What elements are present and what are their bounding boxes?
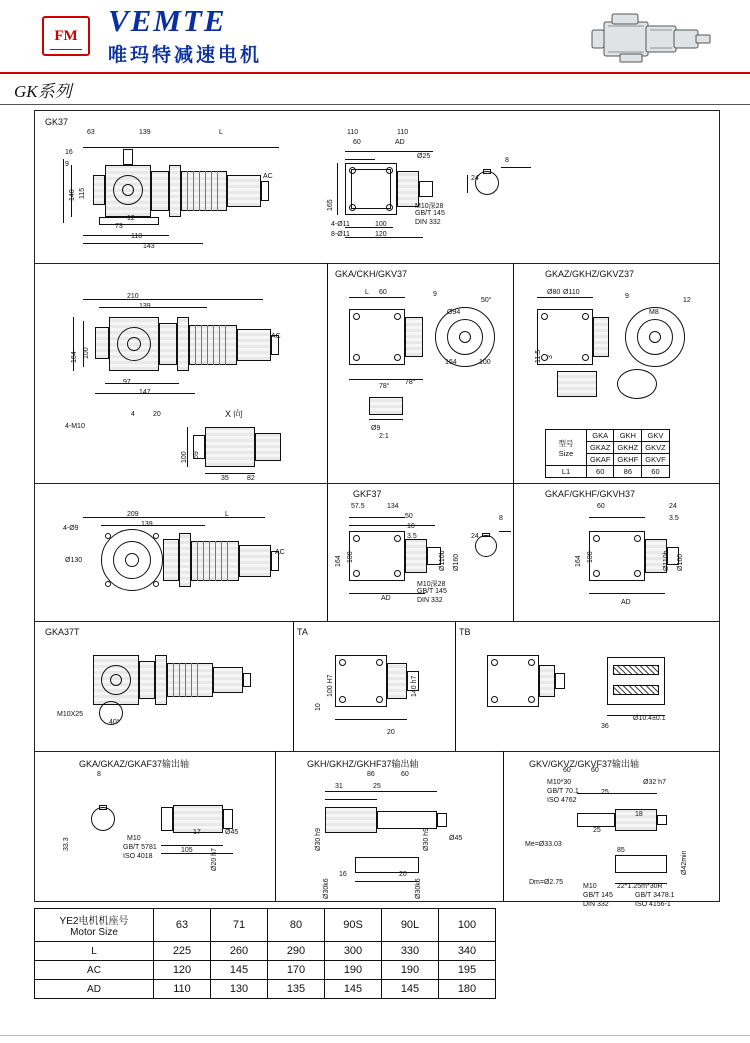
dim-4-m10: 4-M10 [65, 423, 85, 430]
motor-size-100: 100 [439, 909, 496, 942]
dim-AD2: 78° [379, 383, 390, 390]
dim-139c: 139 [141, 521, 153, 528]
dim-AC: AC [263, 173, 273, 180]
dim-d30h9-b: Ø30 h9 [423, 828, 430, 851]
caption-x-view: X 向 [225, 409, 243, 419]
dim-2p5: 9 [433, 291, 437, 298]
size-col-gkv: GKV [642, 430, 669, 442]
dim-85: 85 [617, 847, 625, 854]
page-header [0, 0, 750, 74]
gk37-side-view [59, 135, 289, 245]
dim-d20h7: Ø20 h7 [211, 848, 218, 871]
dim-d30k6-b: Ø30k6 [415, 878, 422, 899]
AC-63: 120 [154, 961, 211, 980]
dim-115: 115 [79, 187, 86, 199]
dim-AC2: AC [271, 333, 281, 340]
motor-size-71: 71 [211, 909, 268, 942]
dim-d110b: Ø110b [439, 550, 446, 571]
gka-detail-small [365, 393, 425, 423]
note-gb5781: GB/T 5781 [123, 844, 157, 851]
note-din332c: DIN 332 [583, 901, 609, 908]
dim-60d: 60 [597, 503, 605, 510]
AD-80: 135 [268, 980, 325, 999]
note-iso4018: ISO 4018 [123, 853, 153, 860]
dim-8xd11: 8-Ø11 [331, 231, 350, 238]
table-row-header [35, 909, 747, 942]
dim-50b: 50 [405, 513, 413, 520]
dim-10c: 10 [315, 703, 322, 711]
dim-100d: 100 [347, 551, 354, 563]
dim-165: 165 [327, 199, 334, 211]
caption-gkh-output-shaft: GKH/GKHZ/GKHF37输出轴 [307, 759, 419, 769]
note-me: Me=Ø33.03 [525, 841, 562, 848]
dim-L4: L [225, 511, 229, 518]
dim-AC3: AC [275, 549, 285, 556]
dim-60e: 60 [401, 771, 409, 778]
dim-4a: 4 [131, 411, 135, 418]
dim-24b: 24 [471, 533, 479, 540]
dim-78deg-a: 164 [445, 359, 457, 366]
dim-134: 134 [387, 503, 399, 510]
note-din332b: DIN 332 [417, 597, 443, 604]
dim-20a: 20 [153, 411, 161, 418]
dim-69: 69 [193, 451, 200, 459]
dim-d10-4: Ø10.4±0.1 [633, 715, 666, 722]
dim-12: 12 [127, 215, 135, 222]
note-gb3478: GB/T 3478.1 [635, 892, 675, 899]
dim-18: 18 [635, 811, 643, 818]
AC-90s: 190 [325, 961, 382, 980]
dim-12b: 78° [405, 379, 416, 386]
motor-size-63: 63 [154, 909, 211, 942]
dim-10b: 10 [407, 523, 415, 530]
dim-210: 210 [127, 293, 139, 300]
L-63: 225 [154, 942, 211, 961]
size-val-2: 86 [614, 466, 642, 478]
note-spline: 22*1.25m*30R [617, 883, 663, 890]
dim-4-d9: 4-Ø9 [63, 525, 79, 532]
note-gb145c: GB/T 145 [583, 892, 613, 899]
AD-90s: 145 [325, 980, 382, 999]
dim-100a: 100 [83, 347, 90, 359]
gkf37-side-view [59, 505, 299, 617]
dim-3p5: 3.5 [407, 533, 417, 540]
company-logo-icon [42, 16, 90, 56]
note-m10-28b: M10深28 [417, 581, 446, 588]
dim-AD: AD [395, 139, 405, 146]
dim-m8: Ø9 [371, 425, 381, 432]
dim-d94b: M8 [649, 309, 659, 316]
motor-size-table [34, 908, 747, 999]
dim-25: 25 [373, 783, 381, 790]
dim-L2: L [365, 289, 369, 296]
dim-50deg-b: 12 [683, 297, 691, 304]
dim-d45b: Ø45 [449, 835, 463, 842]
brand-name-cn: 唯玛特减速电机 [108, 45, 263, 66]
dim-57p5: 57.5 [351, 503, 365, 510]
gka37-side-view [59, 287, 299, 407]
L-100: 340 [439, 942, 496, 961]
size-col-gkaf: GKAF [587, 454, 614, 466]
motor-size-90s: 90S [325, 909, 382, 942]
size-col-gkvz: GKVZ [642, 442, 669, 454]
note-iso4156: ISO 4156-1 [635, 901, 671, 908]
dim-100h7: 100 H7 [327, 674, 334, 697]
dim-8e: 8 [97, 771, 101, 778]
note-m10x30: M10*30 [547, 779, 572, 786]
note-gb145b: GB/T 145 [417, 588, 447, 595]
dim-20c: 20 [399, 871, 407, 878]
dim-scale-2to1: 2:1 [379, 433, 389, 440]
dim-164: 164 [71, 351, 78, 363]
dim-9b: 9 [625, 293, 629, 300]
ta-detail-view [305, 639, 445, 743]
caption-gka-output-shaft: GKA/GKAZ/GKAF37输出轴 [79, 759, 190, 769]
dim-35: 35 [221, 475, 229, 482]
size-val-3: 60 [642, 466, 669, 478]
L-80: 290 [268, 942, 325, 961]
size-table-header-model: 型号 Size [546, 430, 587, 466]
dim-17: 17 [193, 829, 201, 836]
dim-4xd11: 4-Ø11 [331, 221, 350, 228]
table-spacer [496, 980, 747, 999]
caption-gkf37: GKF37 [353, 489, 382, 499]
size-col-gkhz: GKHZ [614, 442, 642, 454]
dim-24c: 24 [669, 503, 677, 510]
size-val-1: 60 [587, 466, 614, 478]
dim-d94: Ø94 [447, 309, 461, 316]
table-row [35, 942, 747, 961]
row-label-AC: AC [35, 961, 154, 980]
dim-100b: 100 [181, 451, 188, 463]
dim-33p3: 33.3 [63, 837, 70, 851]
table-row [35, 961, 747, 980]
dim-140h7: 140 h7 [411, 675, 418, 697]
caption-gk37: GK37 [45, 117, 69, 127]
dim-78deg-b: 100 [479, 359, 491, 366]
brand-block [108, 5, 262, 67]
dim-20b: 20 [387, 729, 395, 736]
dim-143: 143 [143, 243, 155, 250]
AC-90l: 190 [382, 961, 439, 980]
table-spacer [496, 942, 747, 961]
AD-90l: 145 [382, 980, 439, 999]
note-m10c: M10 [127, 835, 141, 842]
dim-36: 36 [601, 723, 609, 730]
dim-d25: Ø25 [417, 153, 431, 160]
L-90l: 330 [382, 942, 439, 961]
row-label-L: L [35, 942, 154, 961]
size-table [545, 429, 670, 478]
dim-40deg: 40° [109, 719, 120, 726]
size-col-gka: GKA [587, 430, 614, 442]
dim-d30h9-a: Ø30 h9 [315, 828, 322, 851]
caption-ta: TA [297, 627, 308, 637]
dim-140: 140 [69, 189, 76, 201]
dim-164d: 164 [575, 555, 582, 567]
caption-gkv-output-shaft: GKV/GKVZ/GKVF37输出轴 [529, 759, 640, 769]
dim-110: 110 [131, 233, 143, 240]
motor-size-80: 80 [268, 909, 325, 942]
AD-63: 110 [154, 980, 211, 999]
motor-size-label: YE2电机机座号 Motor Size [35, 909, 154, 942]
dim-AD4: AD [621, 599, 631, 606]
row-label-AD: AD [35, 980, 154, 999]
drawing-frame [34, 110, 720, 908]
AC-100: 195 [439, 961, 496, 980]
dim-16b: 16 [339, 871, 347, 878]
gk37-flange-view [335, 137, 455, 249]
note-iso4762: ISO 4762 [547, 797, 577, 804]
dim-d110c: Ø110b [663, 550, 670, 571]
L-71: 260 [211, 942, 268, 961]
gkf37-shaft-end [469, 523, 513, 563]
size-col-gkaz: GKAZ [587, 442, 614, 454]
size-col-gkh: GKH [614, 430, 642, 442]
tb-detail-view [467, 639, 687, 743]
dim-25c: 25 [593, 827, 601, 834]
dim-164c: 164 [335, 555, 342, 567]
gkaf-flange-view [575, 505, 715, 617]
x-view-drawing [185, 421, 315, 477]
gk37-shaft-end-view [465, 161, 535, 211]
dim-100: 100 [375, 221, 387, 228]
dim-60b: 60 [379, 289, 387, 296]
dim-60c: Ø110 [563, 289, 580, 296]
note-din332: DIN 332 [415, 219, 441, 226]
caption-gka37t: GKA37T [45, 627, 80, 637]
dim-100c: 3 [547, 355, 554, 359]
logo-text: FM [54, 27, 78, 44]
size-row-label: L1 [546, 466, 587, 478]
dim-82: 82 [247, 475, 255, 482]
dim-120: 120 [375, 231, 387, 238]
dim-60: 60 [353, 139, 361, 146]
dim-139b: 139 [139, 303, 151, 310]
page-bottom-rule [0, 1035, 750, 1036]
motor-size-90l: 90L [382, 909, 439, 942]
dim-L: L [219, 129, 223, 136]
dim-AD3: AD [381, 595, 391, 602]
dim-139: 139 [139, 129, 151, 136]
AD-100: 180 [439, 980, 496, 999]
dim-86: 86 [367, 771, 375, 778]
dim-d45: Ø45 [225, 829, 239, 836]
note-dm: Dm=Ø2.75 [529, 879, 564, 886]
table-spacer [496, 961, 747, 980]
dim-147: 147 [139, 389, 151, 396]
note-m10-28: M10深28 [415, 203, 444, 210]
dim-8d: 8 [499, 515, 503, 522]
dim-9: 9 [65, 161, 69, 168]
dim-d42min: Ø42min [681, 850, 688, 875]
note-gb70: GB/T 70.1 [547, 788, 579, 795]
size-col-gkhf: GKHF [614, 454, 642, 466]
series-title: GK系列 [14, 81, 72, 101]
caption-gkaz-gkhz-gkvz37: GKAZ/GKHZ/GKVZ37 [545, 269, 635, 279]
AC-71: 145 [211, 961, 268, 980]
dim-97: 97 [123, 379, 131, 386]
caption-tb: TB [459, 627, 471, 637]
dim-3p5b: 3.5 [669, 515, 679, 522]
gka37t-side-view [55, 639, 275, 739]
dim-24: 24 [471, 175, 479, 182]
dim-73: 73 [115, 223, 123, 230]
dim-50deg: 50° [481, 297, 492, 304]
dim-164b: 11.5 [535, 349, 542, 363]
L-90s: 300 [325, 942, 382, 961]
dim-m10x25: M10X25 [57, 711, 84, 718]
dim-60f: 60 [563, 767, 571, 774]
dim-L3: Ø80 [547, 289, 561, 296]
AD-71: 130 [211, 980, 268, 999]
dim-d130: Ø130 [65, 557, 83, 564]
caption-gkaf-gkhf-gkvh37: GKAF/GKHF/GKVH37 [545, 489, 636, 499]
dim-100e: 100 [587, 551, 594, 563]
gearbox-illustration-icon [586, 10, 716, 68]
note-m10d: M10 [583, 883, 597, 890]
gkaz-flange-view [521, 287, 711, 417]
table-row [35, 980, 747, 999]
dim-31: 31 [335, 783, 343, 790]
dim-105: 105 [181, 847, 193, 854]
brand-name: VEMTE [108, 3, 227, 38]
dim-d160: Ø160 [453, 553, 460, 571]
dim-25b: 25 [601, 789, 609, 796]
caption-gka-ckh-gkv37: GKA/CKH/GKV37 [335, 269, 408, 279]
dim-110b: 110 [397, 129, 409, 136]
dim-8c: 8 [505, 157, 509, 164]
series-bar [0, 74, 750, 105]
table-spacer [496, 909, 747, 942]
note-gb145: GB/T 145 [415, 210, 445, 217]
dim-110a: 110 [347, 129, 359, 136]
dim-16: 16 [65, 149, 73, 156]
size-col-gkvf: GKVF [642, 454, 669, 466]
dim-60g: 60 [591, 767, 599, 774]
dim-209: 209 [127, 511, 139, 518]
AC-80: 170 [268, 961, 325, 980]
dim-63: 63 [87, 129, 95, 136]
dim-d160b: Ø160 [677, 553, 684, 571]
gka-flange-view [335, 287, 505, 407]
dim-d32h7: Ø32 h7 [643, 779, 666, 786]
gka-output-shaft-drawing [65, 773, 265, 883]
dim-d30k6-a: Ø30k6 [323, 878, 330, 899]
